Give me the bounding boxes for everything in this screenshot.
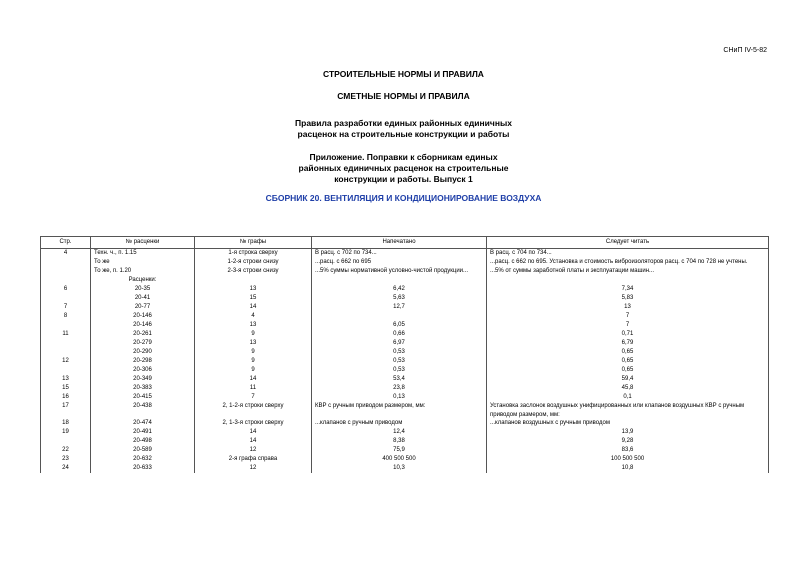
cell-rate-number: Техн. ч., п. 1.15 [91,249,195,259]
table-row [41,384,769,393]
cell-printed: 53,4 [312,375,487,384]
cell-page [41,258,91,267]
table-row [41,276,769,285]
cell-should-read: ...5% от суммы заработной платы и эксплуатации машин... [487,267,769,276]
table-row [41,348,769,357]
corrections-table [40,236,769,473]
cell-printed: 6,42 [312,285,487,294]
header-printed: Напечатано [312,237,487,249]
cell-page: 7 [41,303,91,312]
table-row [41,419,769,428]
cell-page: 4 [41,249,91,259]
cell-page [41,348,91,357]
cell-page: 8 [41,312,91,321]
table-row [41,285,769,294]
cell-rate-number: 20-498 [91,437,195,446]
header-page: Стр. [41,237,91,249]
cell-page [41,366,91,375]
cell-printed: 0,53 [312,357,487,366]
cell-should-read: 13 [487,303,769,312]
table-row [41,339,769,348]
cell-should-read: 0,1 [487,393,769,402]
cell-should-read: В расц. с 704 по 734... [487,249,769,259]
appendix-title [0,152,807,185]
cell-should-read: 5,83 [487,294,769,303]
table-row [41,330,769,339]
cell-column-number: 12 [195,446,312,455]
collection-title: СБОРНИК 20. ВЕНТИЛЯЦИЯ И КОНДИЦИОНИРОВАНИЕ ВОЗДУХА [265,193,542,203]
cell-rate-number: 20-632 [91,455,195,464]
cell-rate-number: То же, п. 1.20 [91,267,195,276]
cell-column-number: 9 [195,330,312,339]
cell-should-read: 45,8 [487,384,769,393]
cell-column-number: 13 [195,339,312,348]
cell-printed: 0,66 [312,330,487,339]
table-row [41,402,769,419]
table-row [41,446,769,455]
cell-printed: 0,53 [312,348,487,357]
cell-printed: 10,3 [312,464,487,473]
cell-printed: 8,38 [312,437,487,446]
cell-printed: 6,05 [312,321,487,330]
cell-rate-number: 20-491 [91,428,195,437]
table-row [41,312,769,321]
cell-printed: 75,9 [312,446,487,455]
table-row [41,375,769,384]
cell-page: 16 [41,393,91,402]
cell-page: 11 [41,330,91,339]
cell-rate-number: 20-41 [91,294,195,303]
cell-page [41,294,91,303]
document-code: СНиП IV-5-82 [723,47,767,54]
cell-printed: 6,97 [312,339,487,348]
table-row [41,357,769,366]
cell-should-read: ...клапанов воздушных с ручным приводом [487,419,769,428]
cell-column-number: 12 [195,464,312,473]
cell-should-read: 10,8 [487,464,769,473]
appendix-title-line-2: районных единичных расценок на строительные [298,163,509,173]
cell-column-number: 1-2-я строки снизу [195,258,312,267]
cell-rate-number: 20-633 [91,464,195,473]
cell-rate-number: 20-290 [91,348,195,357]
cell-printed: 12,4 [312,428,487,437]
cell-page: 17 [41,402,91,419]
rules-title-line-1: Правила разработки единых районных единичных [295,118,512,128]
cell-column-number: 14 [195,303,312,312]
cell-printed: 12,7 [312,303,487,312]
cell-page [41,339,91,348]
cell-column-number: 2, 1-3-я строки сверху [195,419,312,428]
cell-should-read [487,276,769,285]
cell-should-read: ...расц. с 662 по 695. Установка и стоимость виброизоляторов расц. с 704 по 728 не учтены. [487,258,769,267]
cell-rate-number: 20-279 [91,339,195,348]
cell-rate-number: 20-146 [91,312,195,321]
cell-column-number: 13 [195,285,312,294]
cell-column-number: 2-я графа справа [195,455,312,464]
cell-page: 18 [41,419,91,428]
rules-title-line-2: расценок на строительные конструкции и работы [297,129,510,139]
cell-column-number: 14 [195,437,312,446]
cell-rate-number: 20-298 [91,357,195,366]
cell-printed: В расц. с 702 по 734... [312,249,487,259]
cell-column-number: 2-3-я строки снизу [195,267,312,276]
cell-rate-number: 20-383 [91,384,195,393]
cell-column-number: 15 [195,294,312,303]
cell-page: 6 [41,285,91,294]
cell-column-number: 2, 1-2-я строки сверху [195,402,312,419]
table-row [41,464,769,473]
appendix-title-line-3: конструкции и работы. Выпуск 1 [334,174,473,184]
cell-page [41,267,91,276]
cell-should-read: 0,65 [487,366,769,375]
cell-page: 12 [41,357,91,366]
cell-should-read: 0,65 [487,348,769,357]
cell-rate-number: 20-146 [91,321,195,330]
cell-page [41,437,91,446]
cell-column-number [195,276,312,285]
cell-page: 13 [41,375,91,384]
cell-should-read: 100 500 500 [487,455,769,464]
table-row [41,294,769,303]
table-row [41,303,769,312]
cell-column-number: 4 [195,312,312,321]
cell-column-number: 1-я строка сверху [195,249,312,259]
cell-rate-number: 20-261 [91,330,195,339]
sub-title: СМЕТНЫЕ НОРМЫ И ПРАВИЛА [337,91,470,101]
cell-printed: 23,8 [312,384,487,393]
cell-rate-number: 20-474 [91,419,195,428]
cell-column-number: 11 [195,384,312,393]
cell-rate-number: 20-415 [91,393,195,402]
cell-rate-number: 20-35 [91,285,195,294]
cell-rate-number: 20-349 [91,375,195,384]
table-row [41,366,769,375]
table-body [41,249,769,474]
cell-page [41,276,91,285]
cell-should-read: 0,65 [487,357,769,366]
table-row [41,258,769,267]
cell-should-read: 13,9 [487,428,769,437]
cell-printed: 0,13 [312,393,487,402]
cell-page [41,321,91,330]
cell-page: 22 [41,446,91,455]
cell-should-read: Установка заслонок воздушных унифицированных или клапанов воздушных КВР с ручным приводом размером, мм: [487,402,769,419]
cell-page: 19 [41,428,91,437]
cell-should-read: 59,4 [487,375,769,384]
main-title: СТРОИТЕЛЬНЫЕ НОРМЫ И ПРАВИЛА [323,69,484,79]
cell-printed: 400 500 500 [312,455,487,464]
cell-should-read: 7,34 [487,285,769,294]
cell-printed: КВР с ручным приводом размером, мм: [312,402,487,419]
rules-title [0,118,807,140]
cell-printed: ...расц. с 662 по 695 [312,258,487,267]
cell-column-number: 9 [195,357,312,366]
cell-rate-number: 20-589 [91,446,195,455]
cell-should-read: 9,28 [487,437,769,446]
header-should-read: Следует читать [487,237,769,249]
cell-column-number: 14 [195,375,312,384]
cell-column-number: 13 [195,321,312,330]
cell-should-read: 7 [487,321,769,330]
cell-column-number: 14 [195,428,312,437]
cell-printed [312,276,487,285]
table-row [41,393,769,402]
cell-printed [312,312,487,321]
cell-rate-number: 20-77 [91,303,195,312]
cell-should-read: 7 [487,312,769,321]
header-column-number: № графы [195,237,312,249]
cell-printed: 5,63 [312,294,487,303]
cell-column-number: 9 [195,366,312,375]
cell-column-number: 9 [195,348,312,357]
table-row [41,428,769,437]
table-row [41,267,769,276]
cell-should-read: 83,6 [487,446,769,455]
appendix-title-line-1: Приложение. Поправки к сборникам единых [309,152,498,162]
table-row [41,437,769,446]
cell-should-read: 0,71 [487,330,769,339]
cell-should-read: 6,79 [487,339,769,348]
table-row [41,455,769,464]
table-header-row [41,237,769,249]
header-rate-number: № расценки [91,237,195,249]
cell-printed: ...клапанов с ручным приводом [312,419,487,428]
cell-rate-number: 20-306 [91,366,195,375]
cell-rate-number: Расценки: [91,276,195,285]
cell-column-number: 7 [195,393,312,402]
cell-rate-number: 20-438 [91,402,195,419]
table-row [41,249,769,259]
cell-printed: 0,53 [312,366,487,375]
cell-page: 15 [41,384,91,393]
table-row [41,321,769,330]
cell-rate-number: То же [91,258,195,267]
cell-printed: ...5% суммы нормативной условно-чистой продукции... [312,267,487,276]
cell-page: 24 [41,464,91,473]
cell-page: 23 [41,455,91,464]
